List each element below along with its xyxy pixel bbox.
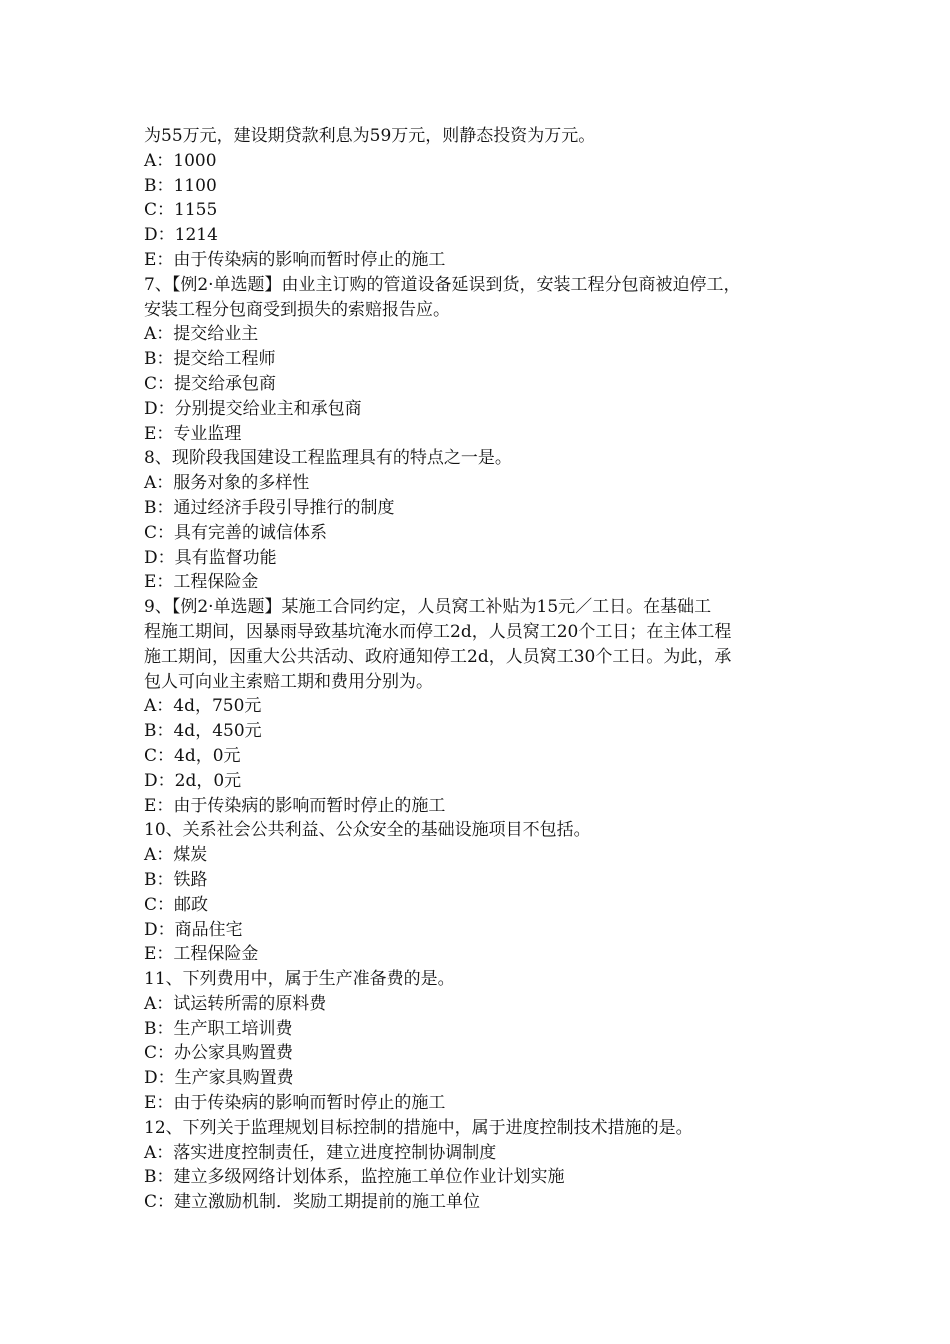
question-line: 12、下列关于监理规划目标控制的措施中，属于进度控制技术措施的是。 (144, 1117, 693, 1138)
question-line: 程施工期间，因暴雨导致基坑淹水而停工2d，人员窝工20个工日；在主体工程 (144, 621, 732, 642)
option-line: E：由于传染病的影响而暂时停止的施工 (144, 795, 446, 816)
question-line: 9、【例2·单选题】某施工合同约定，人员窝工补贴为15元／工日。在基础工 (144, 597, 712, 618)
option-line: D：分别提交给业主和承包商 (144, 398, 362, 419)
option-line: E：专业监理 (144, 423, 242, 444)
option-line: C：邮政 (144, 894, 209, 915)
option-line: D：生产家具购置费 (144, 1068, 294, 1089)
option-line: C：建立激励机制．奖励工期提前的施工单位 (144, 1192, 481, 1213)
option-line: E：工程保险金 (144, 572, 259, 593)
option-line: D：具有监督功能 (144, 547, 277, 568)
text-line: 为55万元，建设期贷款利息为59万元，则静态投资为万元。 (144, 126, 596, 146)
option-line: A：4d，750元 (144, 696, 262, 717)
question-line: 8、现阶段我国建设工程监理具有的特点之一是。 (144, 448, 512, 469)
option-line: B：4d，450元 (144, 721, 262, 742)
option-line: E：由于传染病的影响而暂时停止的施工 (144, 249, 446, 270)
option-line: D：2d，0元 (144, 770, 242, 791)
option-line: D：1214 (144, 225, 218, 246)
option-line: C：具有完善的诚信体系 (144, 522, 328, 543)
option-line: B：通过经济手段引导推行的制度 (144, 497, 395, 518)
question-line: 10、关系社会公共利益、公众安全的基础设施项目不包括。 (144, 820, 591, 841)
option-line: B：建立多级网络计划体系，监控施工单位作业计划实施 (144, 1167, 565, 1188)
question-line: 包人可向业主索赔工期和费用分别为。 (144, 671, 433, 692)
option-line: B：提交给工程师 (144, 349, 276, 370)
option-line: A：1000 (144, 150, 217, 171)
option-line: C：提交给承包商 (144, 373, 277, 394)
question-line: 11、下列费用中，属于生产准备费的是。 (144, 969, 455, 990)
option-line: C：办公家具购置费 (144, 1043, 294, 1064)
question-line: 7、【例2·单选题】由业主订购的管道设备延误到货，安装工程分包商被迫停工， (144, 274, 741, 295)
option-line: E：由于传染病的影响而暂时停止的施工 (144, 1093, 446, 1114)
option-line: B：生产职工培训费 (144, 1018, 293, 1039)
document-page (144, 124, 824, 1215)
option-line: A：试运转所需的原料费 (144, 993, 327, 1014)
option-line: A：服务对象的多样性 (144, 473, 310, 494)
option-line: B：铁路 (144, 869, 208, 890)
option-line: A：煤炭 (144, 845, 208, 866)
option-line: E：工程保险金 (144, 944, 259, 965)
question-line: 施工期间，因重大公共活动、政府通知停工2d，人员窝工30个工日。为此，承 (144, 646, 732, 667)
option-line: C：1155 (144, 200, 218, 221)
option-line: C：4d，0元 (144, 745, 241, 766)
option-line: B：1100 (144, 175, 217, 196)
question-line: 安装工程分包商受到损失的索赔报告应。 (144, 299, 450, 320)
option-line: D：商品住宅 (144, 919, 243, 940)
option-line: A：落实进度控制责任，建立进度控制协调制度 (144, 1142, 497, 1163)
option-line: A：提交给业主 (144, 324, 259, 345)
